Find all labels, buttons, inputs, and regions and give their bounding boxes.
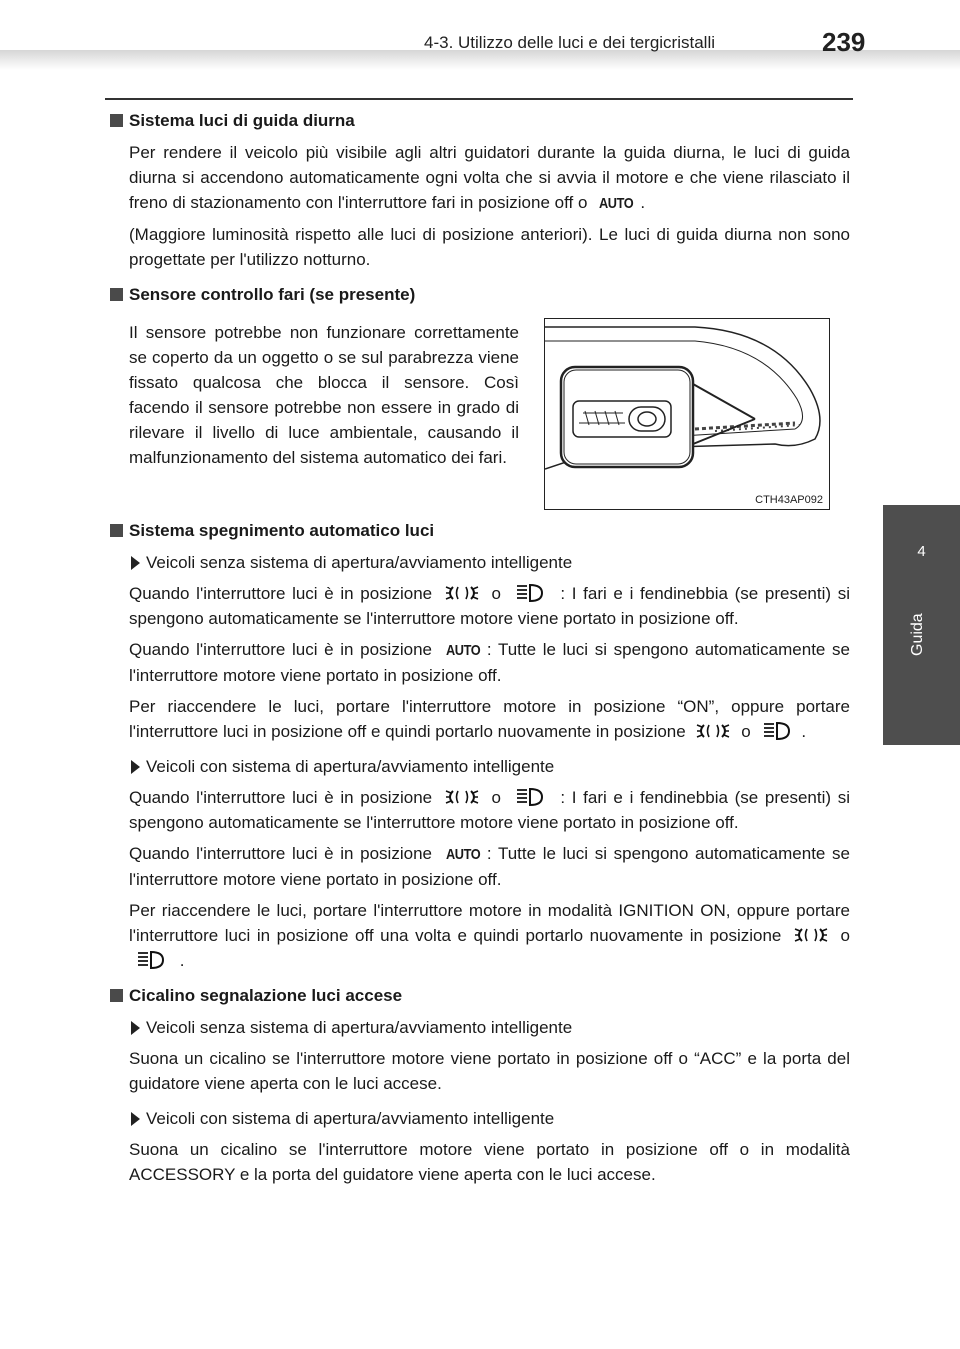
auto-off-sub-b: Veicoli con sistema di apertura/avviamento intelligente xyxy=(129,754,850,779)
auto-off-sub-a: Veicoli senza sistema di apertura/avviamento intelligente xyxy=(129,550,850,575)
chapter-tab[interactable] xyxy=(883,505,960,745)
drl-paragraph-1: Per rendere il veicolo più visibile agli altri guidatori durante la guida diurna, le luci di guida diurna si accendono automaticamente ogni volta che si avvia il motore e che viene rilasciato il freno di stazionamento con l'interruttore fari in posizione off o AUTO . xyxy=(129,140,850,216)
header-band xyxy=(0,50,960,70)
headlight-icon xyxy=(135,949,169,971)
auto-icon: AUTO xyxy=(445,846,480,863)
headlight-icon xyxy=(761,720,795,742)
section-title: 4-3. Utilizzo delle luci e dei tergicristalli xyxy=(424,33,716,52)
headlight-icon xyxy=(514,786,548,808)
auto-off-a-paragraph-3: Per riaccendere le luci, portare l'interruttore motore in posizione “ON”, oppure portare l'interruttore luci in posizione off e quindi portarlo nuovamente in posizione o . xyxy=(129,697,850,741)
drl-paragraph-2: (Maggiore luminosità rispetto alle luci di posizione anteriori). Le luci di guida diurna non sono progettate per l'utilizzo notturno. xyxy=(129,225,850,269)
sensor-illustration xyxy=(544,318,830,510)
chapter-label: Guida xyxy=(909,613,926,657)
parking-light-icon xyxy=(696,720,730,742)
header-divider xyxy=(105,98,853,100)
buzzer-sub-b: Veicoli con sistema di apertura/avviamento intelligente xyxy=(129,1106,850,1131)
heading-auto-off: Sistema spegnimento automatico luci xyxy=(110,518,850,544)
auto-off-b-paragraph-2: Quando l'interruttore luci è in posizione AUTO : Tutte le luci si spengono automaticamente se l'interruttore motore viene portato in posizione off. xyxy=(129,844,850,889)
chapter-number: 4 xyxy=(917,543,926,560)
buzzer-b-paragraph: Suona un cicalino se l'interruttore motore viene portato in posizione off o in modalità ACCESSORY e la porta del guidatore viene aperta con le luci accese. xyxy=(129,1140,850,1184)
sensor-paragraph: Il sensore potrebbe non funzionare correttamente se coperto da un oggetto o se sul parabrezza viene fissato qualcosa che blocca il sensore. Così facendo il sensore potrebbe non essere in grado di rilevare il livello di luce ambientale, causando il malfunzionamento del sistema automatico dei fari. xyxy=(129,323,519,467)
parking-light-icon xyxy=(794,924,828,946)
auto-icon: AUTO xyxy=(445,642,480,659)
heading-drl: Sistema luci di guida diurna xyxy=(110,108,850,134)
auto-off-a-paragraph-2: Quando l'interruttore luci è in posizione AUTO : Tutte le luci si spengono automaticamente se l'interruttore motore viene portato in posizione off. xyxy=(129,640,850,685)
heading-buzzer: Cicalino segnalazione luci accese xyxy=(110,983,850,1009)
auto-icon: AUTO xyxy=(599,195,634,212)
page-number: 239 xyxy=(822,27,866,57)
buzzer-sub-a: Veicoli senza sistema di apertura/avviamento intelligente xyxy=(129,1015,850,1040)
parking-light-icon xyxy=(445,582,479,604)
parking-light-icon xyxy=(445,786,479,808)
heading-sensor: Sensore controllo fari (se presente) xyxy=(110,282,850,308)
page-content xyxy=(110,108,850,1187)
auto-off-b-paragraph-1: Quando l'interruttore luci è in posizione o : I fari e i fendinebbia (se presenti) si spengono automaticamente se l'interruttore motore viene portato in posizione off. xyxy=(129,788,850,832)
sensor-block xyxy=(110,308,850,508)
auto-off-a-paragraph-1: Quando l'interruttore luci è in posizione o : I fari e i fendinebbia (se presenti) si spengono automaticamente se l'interruttore motore viene portato in posizione off. xyxy=(129,584,850,628)
auto-off-b-paragraph-3: Per riaccendere le luci, portare l'interruttore motore in modalità IGNITION ON, oppure portare l'interruttore luci in posizione off una volta e quindi portarlo nuovamente in posizione o . xyxy=(129,901,850,970)
windshield-sensor-drawing xyxy=(545,319,829,509)
buzzer-a-paragraph: Suona un cicalino se l'interruttore motore viene portato in posizione off o “ACC” e la porta del guidatore viene aperta con le luci accese. xyxy=(129,1049,850,1093)
figure-code: CTH43AP092 xyxy=(755,494,823,506)
headlight-icon xyxy=(514,582,548,604)
